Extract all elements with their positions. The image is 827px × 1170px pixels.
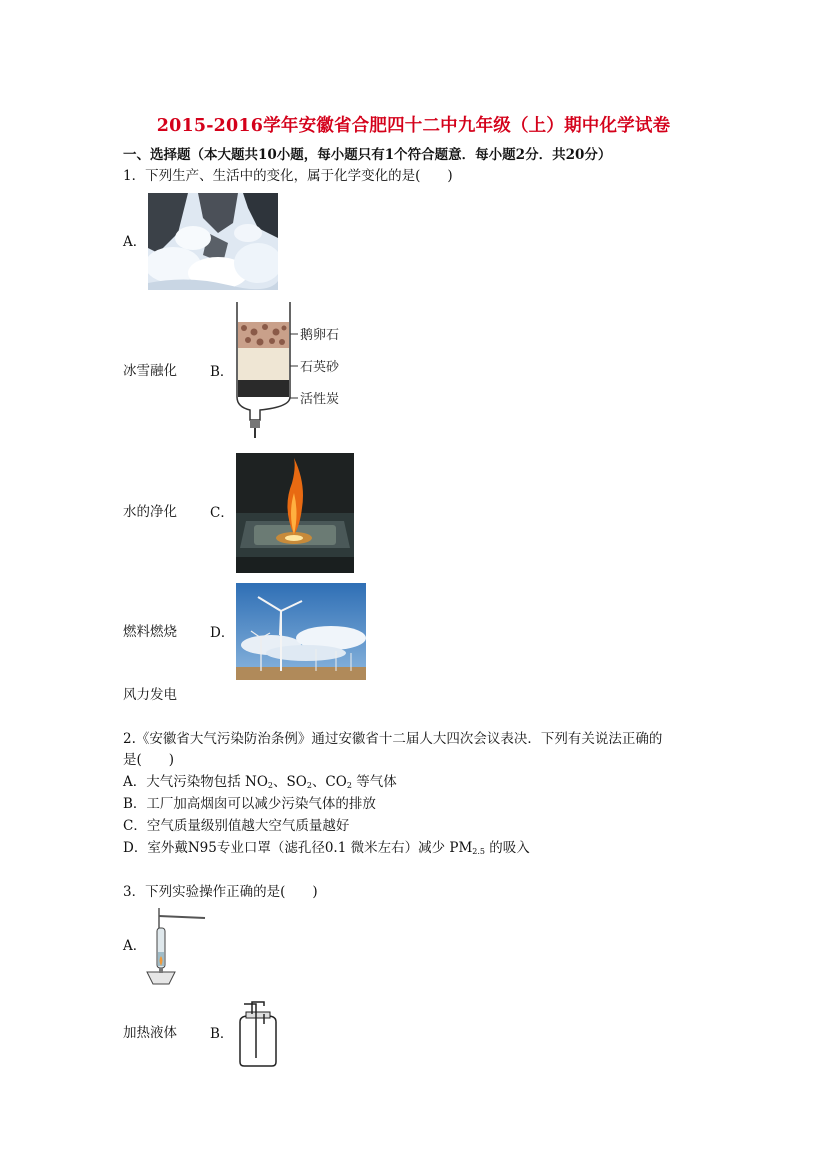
q1-caption-a: 冰雪融化 (123, 363, 177, 379)
q1-caption-c: 燃料燃烧 (123, 624, 177, 640)
q2-option-b: B．工厂加高烟囱可以减少污染气体的排放 (123, 796, 376, 812)
fuel-burning-photo (236, 453, 354, 573)
q1-option-d-label: D． (210, 625, 235, 641)
heating-liquid-diagram (145, 906, 210, 988)
snow-melting-photo (148, 193, 278, 290)
question-2-stem-cont: 是( ) (123, 752, 175, 768)
q3-option-b-label: B． (210, 1026, 234, 1042)
filter-label-pebble: 鹅卵石 (300, 328, 340, 343)
q1-caption-b: 水的净化 (123, 504, 177, 520)
filter-label-quartz-sand: 石英砂 (300, 360, 340, 375)
q2-option-c: C．空气质量级别值越大空气质量越好 (123, 818, 350, 834)
q3-caption-a: 加热液体 (123, 1025, 177, 1041)
q2-option-d: D．室外戴N95专业口罩（滤孔径0.1 微米左右）减少 $PM_{2.5}$ 的吸入 (123, 840, 530, 856)
question-2-stem: 2.《安徽省大气污染防治条例》通过安徽省十二届人大四次会议表决．下列有关说法正确的 (123, 731, 663, 747)
filter-label-activated-carbon: 活性炭 (300, 392, 340, 407)
q1-option-c-label: C． (210, 505, 234, 521)
wind-turbine-photo (236, 583, 366, 680)
q2-option-a: A．大气污染物包括 $NO_2$、$SO_2$、$CO_2$ 等气体 (123, 774, 397, 790)
q1-option-b-label: B． (210, 364, 234, 380)
water-filter-diagram (232, 302, 352, 442)
q1-option-a-label: A． (123, 234, 147, 250)
q1-caption-d: 风力发电 (123, 687, 177, 703)
page-title: 2015-2016学年安徽省合肥四十二中九年级（上）期中化学试卷 (156, 116, 671, 136)
question-1-stem: 1．下列生产、生活中的变化，属于化学变化的是( ) (123, 168, 453, 184)
gas-bottle-diagram (234, 998, 282, 1068)
q3-option-a-label: A． (123, 938, 147, 954)
question-3-stem: 3．下列实验操作正确的是( ) (123, 884, 318, 900)
section-heading: 一、选择题（本大题共10小题，每小题只有1个符合题意．每小题2分．共20分） (123, 147, 612, 163)
